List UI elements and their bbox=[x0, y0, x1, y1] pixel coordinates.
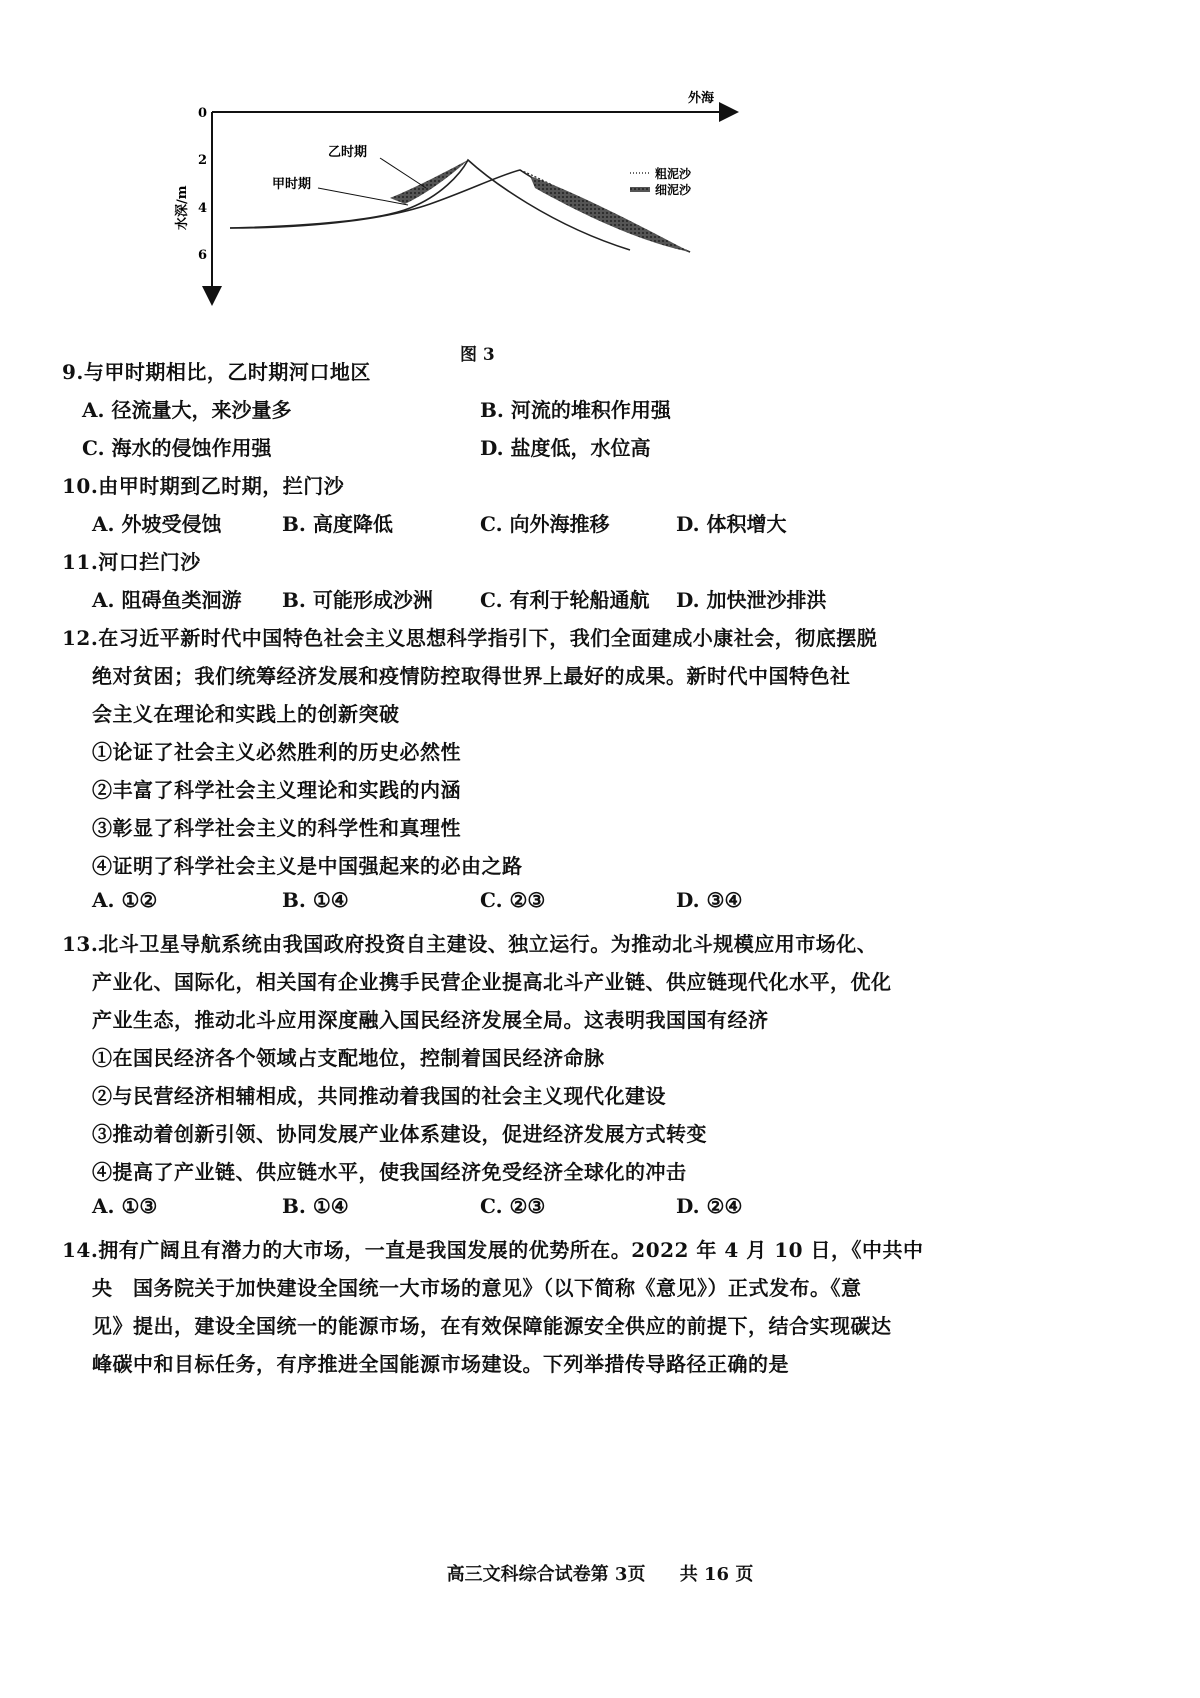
tick-6: 6 bbox=[198, 248, 208, 263]
q13-option-d: D. ②④ bbox=[676, 1194, 743, 1218]
sandbar-profile-diagram bbox=[175, 80, 830, 330]
q12-line-2: 绝对贫困；我们统筹经济发展和疫情防控取得世界上最好的成果。新时代中国特色社 bbox=[92, 664, 851, 688]
figure-3 bbox=[175, 80, 830, 330]
q13-item-2: ②与民营经济相辅相成，共同推动着我国的社会主义现代化建设 bbox=[92, 1084, 666, 1108]
q13-option-a: A. ①③ bbox=[92, 1194, 158, 1218]
q11-option-c: C. 有利于轮船通航 bbox=[480, 588, 650, 612]
q9-stem bbox=[62, 356, 371, 385]
q9-option-c: C. 海水的侵蚀作用强 bbox=[82, 436, 272, 460]
q14-line-4: 峰碳中和目标任务，有序推进全国能源市场建设。下列举措传导路径正确的是 bbox=[92, 1352, 789, 1376]
q11-option-a: A. 阻碍鱼类洄游 bbox=[92, 588, 242, 612]
q9-option-b: B. 河流的堆积作用强 bbox=[480, 398, 671, 422]
q11-line-1: 河口拦门沙 bbox=[98, 550, 201, 574]
q13-line-2: 产业化、国际化，相关国有企业携手民营企业提高北斗产业链、供应链现代化水平，优化 bbox=[92, 970, 892, 994]
q10-option-b: B. 高度降低 bbox=[282, 512, 393, 536]
fine-sand-jia bbox=[390, 160, 468, 204]
q13-option-c: C. ②③ bbox=[480, 1194, 546, 1218]
q13-item-3: ③推动着创新引领、协同发展产业体系建设，促进经济发展方式转变 bbox=[92, 1122, 707, 1146]
tick-2: 2 bbox=[198, 153, 208, 168]
q12-item-4: ④证明了科学社会主义是中国强起来的必由之路 bbox=[92, 854, 523, 878]
q14-line-1: 拥有广阔且有潜力的大市场，一直是我国发展的优势所在。2022 年 4 月 10 日，《中共中 bbox=[98, 1238, 924, 1262]
q14-line-3: 见》提出，建设全国统一的能源市场，在有效保障能源安全供应的前提下，结合实现碳达 bbox=[92, 1314, 892, 1338]
q12-line-1: 在习近平新时代中国特色社会主义思想科学指引下，我们全面建成小康社会，彻底摆脱 bbox=[98, 626, 878, 650]
q14-line-2: 央 国务院关于加快建设全国统一大市场的意见》（以下简称《意见》）正式发布。《意 bbox=[92, 1276, 862, 1300]
q11-stem bbox=[62, 546, 201, 575]
q10-option-a: A. 外坡受侵蚀 bbox=[92, 512, 222, 536]
figure-caption: 图 3 bbox=[460, 345, 495, 365]
q13-stem bbox=[62, 928, 877, 957]
y-axis-label: 水深/m bbox=[175, 185, 190, 230]
q12-stem bbox=[62, 622, 877, 651]
q12-option-c: C. ②③ bbox=[480, 888, 546, 912]
label-jia: 甲时期 bbox=[272, 177, 312, 192]
label-yi: 乙时期 bbox=[328, 145, 368, 160]
q13-number: 13. bbox=[62, 932, 99, 956]
footer-page: 高三文科综合试卷第 3页 bbox=[446, 1564, 646, 1585]
legend-coarse-label: 粗泥沙 bbox=[655, 167, 692, 181]
q12-item-2: ②丰富了科学社会主义理论和实践的内涵 bbox=[92, 778, 461, 802]
q12-item-1: ①论证了社会主义必然胜利的历史必然性 bbox=[92, 740, 461, 764]
tick-4: 4 bbox=[198, 201, 208, 216]
q9-option-d: D. 盐度低，水位高 bbox=[480, 436, 651, 460]
q12-option-b: B. ①④ bbox=[282, 888, 349, 912]
legend-fine-swatch bbox=[630, 187, 650, 192]
q13-line-3: 产业生态，推动北斗应用深度融入国民经济发展全局。这表明我国国有经济 bbox=[92, 1008, 769, 1032]
q12-option-a: A. ①② bbox=[92, 888, 158, 912]
q10-line-1: 由甲时期到乙时期，拦门沙 bbox=[98, 474, 345, 498]
q10-stem bbox=[62, 470, 344, 499]
q13-item-1: ①在国民经济各个领域占支配地位，控制着国民经济命脉 bbox=[92, 1046, 605, 1070]
q14-number: 14. bbox=[62, 1238, 99, 1262]
q10-option-c: C. 向外海推移 bbox=[480, 512, 610, 536]
q12-line-3: 会主义在理论和实践上的创新突破 bbox=[92, 702, 400, 726]
q12-option-d: D. ③④ bbox=[676, 888, 743, 912]
q12-number: 12. bbox=[62, 626, 99, 650]
axis-top-label: 外海 bbox=[688, 91, 715, 106]
tick-0: 0 bbox=[198, 106, 208, 121]
q9-number: 9. bbox=[62, 360, 84, 384]
page-footer bbox=[0, 1560, 1200, 1586]
q13-line-1: 北斗卫星导航系统由我国政府投资自主建设、独立运行。为推动北斗规模应用市场化、 bbox=[98, 932, 878, 956]
q11-option-d: D. 加快泄沙排洪 bbox=[676, 588, 827, 612]
q13-option-b: B. ①④ bbox=[282, 1194, 349, 1218]
q10-option-d: D. 体积增大 bbox=[676, 512, 787, 536]
q11-option-b: B. 可能形成沙洲 bbox=[282, 588, 433, 612]
q12-item-3: ③彰显了科学社会主义的科学性和真理性 bbox=[92, 816, 461, 840]
q9-option-a: A. 径流量大，来沙量多 bbox=[82, 398, 292, 422]
footer-total: 共 16 页 bbox=[679, 1564, 754, 1585]
legend-fine-label: 细泥沙 bbox=[655, 183, 692, 197]
q13-item-4: ④提高了产业链、供应链水平，使我国经济免受经济全球化的冲击 bbox=[92, 1160, 687, 1184]
q9-line-1: 与甲时期相比，乙时期河口地区 bbox=[83, 360, 371, 384]
q10-number: 10. bbox=[62, 474, 99, 498]
q11-number: 11. bbox=[62, 550, 99, 574]
q14-stem bbox=[62, 1234, 924, 1263]
